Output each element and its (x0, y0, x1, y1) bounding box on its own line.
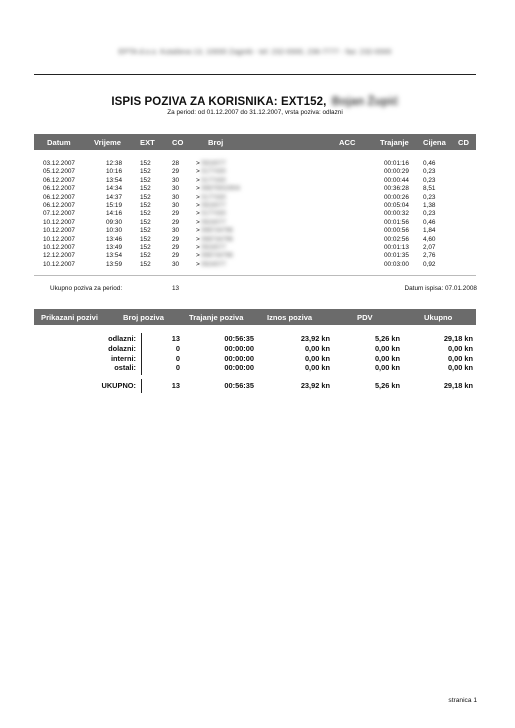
summary-cell-label: ostali: (114, 363, 136, 373)
summary-row (34, 363, 476, 373)
cell-cijena: 4,60 (423, 235, 436, 243)
cell-trajanje: 00:01:16 (384, 160, 409, 167)
broj-prefix: > (196, 176, 200, 184)
cell-trajanje: 00:00:26 (384, 193, 409, 201)
company-address-line: EPTA d.o.o. Kutaševa 13, 10000 Zagreb - tel: 232-0000, 236-7777 - fax: 232-0000 (118, 47, 392, 56)
broj-prefix: > (196, 227, 200, 235)
cell-datum: 10.12.2007 (43, 243, 75, 251)
col-trajanje-poziva: Trajanje poziva (189, 313, 244, 322)
cell-ext: 152 (140, 185, 151, 193)
summary-row (34, 334, 476, 344)
cell-co: 29 (172, 243, 180, 251)
summary-total-row (34, 381, 476, 391)
cell-cijena: 1,84 (423, 227, 436, 235)
cell-datum: 10.12.2007 (43, 218, 75, 226)
summary-cell-iznos: 0,00 kn (304, 363, 330, 373)
cell-vrijeme: 13:49 (106, 243, 122, 251)
cell-ext: 152 (140, 168, 151, 176)
cell-vrijeme: 13:54 (106, 252, 122, 260)
call-row (34, 177, 476, 185)
cell-vrijeme: 13:59 (106, 260, 122, 268)
cell-co: 28 (172, 160, 180, 167)
summary-cell-trajanje: 00:00:00 (224, 353, 254, 363)
summary-table-body (34, 334, 476, 391)
col-vrijeme: Vrijeme (94, 138, 122, 147)
cell-datum: 07.12.2007 (43, 210, 75, 218)
summary-cell-ukupno: 29,18 kn (443, 381, 473, 391)
col-cijena: Cijena (423, 138, 446, 147)
cell-broj: 0924077 (201, 260, 226, 268)
broj-prefix: > (196, 210, 200, 218)
cell-ext: 152 (140, 260, 151, 268)
cell-vrijeme: 14:16 (106, 210, 122, 218)
cell-cijena: 8,51 (423, 185, 436, 193)
cell-datum: 10.12.2007 (43, 227, 75, 235)
cell-broj: 098734796 (201, 235, 233, 243)
col-iznos-poziva: Iznos poziva (267, 313, 313, 322)
calls-table-bottom-rule (34, 275, 476, 276)
cell-vrijeme: 14:34 (106, 185, 122, 193)
summary-cell-iznos: 0,00 kn (304, 353, 330, 363)
col-trajanje: Trajanje (380, 138, 409, 147)
page-number: stranica 1 (448, 697, 477, 704)
summary-cell-pdv: 5,26 kn (374, 334, 400, 343)
summary-vline-left (141, 333, 142, 375)
summary-cell-label: UKUPNO: (101, 381, 136, 391)
cell-co: 30 (172, 193, 180, 201)
cell-cijena: 0,23 (423, 210, 436, 218)
col-pdv: PDV (357, 313, 373, 322)
cell-co: 30 (172, 260, 180, 268)
cell-trajanje: 00:02:56 (384, 235, 409, 243)
cell-co: 29 (172, 210, 180, 218)
call-row (34, 236, 476, 244)
summary-table-header (34, 309, 476, 325)
cell-broj: 0177430 (201, 193, 226, 201)
cell-trajanje: 00:05:04 (384, 201, 409, 209)
cell-cijena: 1,38 (423, 201, 436, 209)
cell-ext: 152 (140, 218, 151, 226)
col-prikazani-pozivi: Prikazani pozivi (41, 313, 98, 322)
cell-datum: 10.12.2007 (43, 235, 75, 243)
cell-broj: 0924077 (201, 218, 226, 226)
cell-trajanje: 00:01:56 (384, 218, 409, 226)
cell-datum: 06.12.2007 (43, 176, 75, 184)
cell-broj: 0924077 (201, 201, 226, 209)
summary-cell-ukupno: 29,18 kn (443, 334, 473, 343)
call-row (34, 244, 476, 252)
summary-cell-broj: 0 (175, 353, 180, 363)
cell-trajanje: 00:01:13 (384, 243, 409, 251)
summary-cell-trajanje: 00:56:35 (224, 381, 254, 391)
cell-co: 30 (172, 176, 180, 184)
broj-prefix: > (196, 168, 200, 176)
cell-datum: 06.12.2007 (43, 185, 75, 193)
cell-vrijeme: 10:30 (106, 227, 122, 235)
cell-trajanje: 00:00:56 (384, 227, 409, 235)
summary-row (34, 344, 476, 354)
report-title-username: Bojan Župić (331, 96, 399, 108)
broj-prefix: > (196, 252, 200, 260)
summary-cell-trajanje: 00:56:35 (224, 334, 254, 343)
broj-prefix: > (196, 160, 200, 167)
cell-datum: 12.12.2007 (43, 252, 75, 260)
cell-vrijeme: 14:37 (106, 193, 122, 201)
cell-ext: 152 (140, 176, 151, 184)
cell-cijena: 0,46 (423, 160, 436, 167)
summary-cell-label: dolazni: (108, 343, 136, 353)
call-row (34, 261, 476, 269)
broj-prefix: > (196, 243, 200, 251)
cell-vrijeme: 13:46 (106, 235, 122, 243)
cell-co: 29 (172, 168, 180, 176)
calls-table-body (34, 160, 476, 269)
total-calls-count: 13 (172, 285, 180, 292)
summary-cell-ukupno: 0,00 kn (447, 353, 473, 363)
cell-cijena: 2,07 (423, 243, 436, 251)
cell-cijena: 0,23 (423, 193, 436, 201)
cell-co: 29 (172, 235, 180, 243)
cell-ext: 152 (140, 193, 151, 201)
summary-row (34, 354, 476, 364)
col-ukupno: Ukupno (424, 313, 453, 322)
col-broj: Broj (208, 138, 224, 147)
cell-ext: 152 (140, 201, 151, 209)
summary-cell-ukupno: 0,00 kn (447, 343, 473, 353)
call-row (34, 194, 476, 202)
cell-vrijeme: 09:30 (106, 218, 122, 226)
cell-datum: 03.12.2007 (43, 160, 75, 167)
call-row (34, 252, 476, 260)
cell-ext: 152 (140, 235, 151, 243)
cell-co: 30 (172, 185, 180, 193)
call-row (34, 210, 476, 218)
call-row (34, 202, 476, 210)
col-co: CO (172, 138, 184, 147)
cell-cijena: 0,23 (423, 168, 436, 176)
summary-cell-broj: 0 (175, 363, 180, 373)
summary-cell-iznos: 23,92 kn (300, 381, 330, 391)
call-row (34, 160, 476, 168)
report-subtitle: Za period: od 01.12.2007 do 31.12.2007, vrsta poziva: odlazni (167, 109, 343, 116)
summary-cell-trajanje: 00:00:00 (224, 343, 254, 353)
cell-cijena: 0,46 (423, 218, 436, 226)
summary-vline-total (141, 379, 142, 393)
cell-co: 29 (172, 218, 180, 226)
cell-ext: 152 (140, 252, 151, 260)
cell-datum: 10.12.2007 (43, 260, 75, 268)
summary-cell-pdv: 0,00 kn (374, 353, 400, 363)
cell-vrijeme: 10:16 (106, 168, 122, 176)
cell-broj: 0177430 (201, 210, 226, 218)
header-divider (34, 74, 476, 75)
col-cd: CD (458, 138, 469, 147)
broj-prefix: > (196, 201, 200, 209)
cell-broj: 0924077 (201, 243, 226, 251)
cell-broj: 0177430 (201, 176, 226, 184)
col-datum: Datum (47, 138, 71, 147)
cell-broj: 09875502904 (201, 185, 241, 193)
call-row (34, 219, 476, 227)
summary-cell-pdv: 0,00 kn (374, 363, 400, 373)
report-title-text: ISPIS POZIVA ZA KORISNIKA: EXT152, (111, 96, 327, 108)
cell-broj: 098734796 (201, 227, 233, 235)
cell-co: 29 (172, 252, 180, 260)
broj-prefix: > (196, 185, 200, 193)
summary-cell-iznos: 23,92 kn (300, 334, 330, 343)
cell-vrijeme: 15:19 (106, 201, 122, 209)
report-title (34, 96, 476, 108)
cell-cijena: 0,23 (423, 176, 436, 184)
cell-broj: 0924077 (201, 160, 226, 167)
print-date: Datum ispisa: 07.01.2008 (404, 285, 477, 292)
cell-broj: 098734796 (201, 252, 233, 260)
summary-cell-trajanje: 00:00:00 (224, 363, 254, 373)
calls-table-header (34, 134, 476, 150)
call-row (34, 227, 476, 235)
total-calls-label: Ukupno poziva za period: (50, 285, 123, 292)
cell-trajanje: 00:36:28 (384, 185, 409, 193)
broj-prefix: > (196, 218, 200, 226)
summary-cell-label: odlazni: (108, 334, 136, 343)
broj-prefix: > (196, 193, 200, 201)
cell-trajanje: 00:01:35 (384, 252, 409, 260)
cell-co: 30 (172, 227, 180, 235)
broj-prefix: > (196, 235, 200, 243)
summary-cell-iznos: 0,00 kn (304, 343, 330, 353)
cell-ext: 152 (140, 243, 151, 251)
broj-prefix: > (196, 260, 200, 268)
summary-cell-pdv: 5,26 kn (374, 381, 400, 391)
cell-ext: 152 (140, 227, 151, 235)
cell-ext: 152 (140, 210, 151, 218)
summary-cell-ukupno: 0,00 kn (447, 363, 473, 373)
cell-vrijeme: 12:38 (106, 160, 122, 167)
cell-datum: 06.12.2007 (43, 201, 75, 209)
cell-datum: 05.12.2007 (43, 168, 75, 176)
cell-co: 30 (172, 201, 180, 209)
col-broj-poziva: Broj poziva (123, 313, 164, 322)
cell-trajanje: 00:00:44 (384, 176, 409, 184)
cell-trajanje: 00:03:00 (384, 260, 409, 268)
col-ext: EXT (140, 138, 155, 147)
cell-ext: 152 (140, 160, 151, 167)
summary-cell-broj: 13 (171, 334, 180, 343)
col-acc: ACC (339, 138, 356, 147)
call-row (34, 185, 476, 193)
cell-vrijeme: 13:54 (106, 176, 122, 184)
summary-cell-broj: 0 (175, 343, 180, 353)
cell-trajanje: 00:00:32 (384, 210, 409, 218)
summary-cell-label: interni: (110, 353, 136, 363)
cell-datum: 06.12.2007 (43, 193, 75, 201)
summary-cell-pdv: 0,00 kn (374, 343, 400, 353)
call-row (34, 168, 476, 176)
cell-broj: 0177430 (201, 168, 226, 176)
cell-cijena: 0,92 (423, 260, 436, 268)
cell-cijena: 2,76 (423, 252, 436, 260)
summary-cell-broj: 13 (171, 381, 180, 391)
cell-trajanje: 00:00:29 (384, 168, 409, 176)
